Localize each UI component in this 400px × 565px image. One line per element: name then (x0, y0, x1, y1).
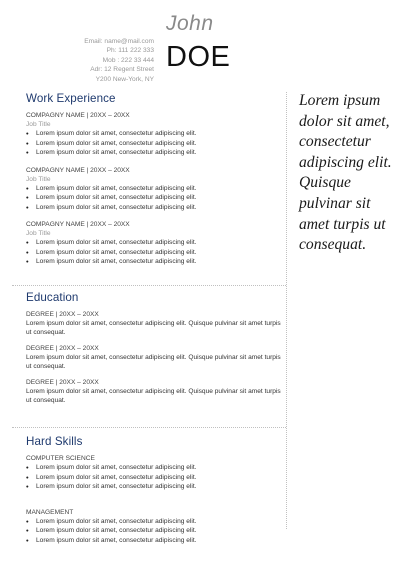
job-entry (26, 111, 282, 158)
bullet-item: • Lorem ipsum dolor sit amet, consectetur adipiscing elit. (26, 463, 282, 473)
bullet-item: • Lorem ipsum dolor sit amet, consectetur adipiscing elit. (26, 482, 282, 492)
section-divider-1 (12, 285, 286, 286)
education-title: Education (26, 291, 79, 304)
job-title: Job Title (26, 230, 51, 237)
bullet-item: • Lorem ipsum dolor sit amet, consectetur adipiscing elit. (26, 257, 282, 267)
job-bullets (26, 129, 282, 158)
job-entry (26, 166, 282, 213)
contact-address-line1: Adr: 12 Regent Street (90, 66, 154, 74)
bullet-item: • Lorem ipsum dolor sit amet, consectetur adipiscing elit. (26, 184, 282, 194)
bullet-item: • Lorem ipsum dolor sit amet, consectetur adipiscing elit. (26, 526, 282, 536)
degree-description: Lorem ipsum dolor sit amet, consectetur adipiscing elit. Quisque pulvinar sit amet turpis ut consequat. (26, 354, 281, 370)
bullet-item: • Lorem ipsum dolor sit amet, consectetur adipiscing elit. (26, 517, 282, 527)
hard-skills-title: Hard Skills (26, 435, 83, 448)
contact-block (14, 37, 154, 84)
job-bullets (26, 238, 282, 267)
column-divider (286, 92, 287, 529)
bullet-item: • Lorem ipsum dolor sit amet, consectetur adipiscing elit. (26, 129, 282, 139)
company-line: COMPAGNY NAME | 20XX – 20XX (26, 112, 130, 119)
degree-entry (26, 344, 282, 371)
bullet-item: • Lorem ipsum dolor sit amet, consectetur adipiscing elit. (26, 148, 282, 158)
section-divider-2 (12, 427, 286, 428)
bullet-item: • Lorem ipsum dolor sit amet, consectetur adipiscing elit. (26, 203, 282, 213)
degree-entry (26, 378, 282, 405)
skill-group (26, 454, 282, 492)
job-title: Job Title (26, 175, 51, 183)
degree-description: Lorem ipsum dolor sit amet, consectetur adipiscing elit. Quisque pulvinar sit amet turpis ut consequat. (26, 388, 281, 404)
contact-email: Email: name@mail.com (84, 38, 154, 45)
job-entry (26, 220, 282, 267)
bullet-item: • Lorem ipsum dolor sit amet, consectetur adipiscing elit. (26, 193, 282, 203)
degree-heading: DEGREE | 20XX – 20XX (26, 311, 99, 318)
bullet-item: • Lorem ipsum dolor sit amet, consectetur adipiscing elit. (26, 473, 282, 483)
education-section (26, 291, 282, 412)
skill-bullets (26, 463, 282, 492)
sidebar-quote: Lorem ipsum dolor sit amet, consectetur adipiscing elit. Quisque pulvinar sit amet turpis ut consequat. (299, 92, 392, 254)
degree-description: Lorem ipsum dolor sit amet, consectetur adipiscing elit. Quisque pulvinar sit amet turpis ut consequat. (26, 320, 281, 336)
bullet-item: • Lorem ipsum dolor sit amet, consectetur adipiscing elit. (26, 248, 282, 258)
work-experience-title: Work Experience (26, 92, 116, 105)
contact-mobile: Mob : 222 33 444 (102, 56, 154, 64)
hard-skills-section (26, 435, 282, 561)
job-bullets (26, 184, 282, 213)
degree-entry (26, 310, 282, 337)
bullet-item: • Lorem ipsum dolor sit amet, consectetur adipiscing elit. (26, 536, 282, 546)
work-experience-section (26, 92, 282, 275)
company-line: COMPAGNY NAME | 20XX – 20XX (26, 221, 130, 228)
first-name: John (166, 12, 214, 35)
skill-group-heading: COMPUTER SCIENCE (26, 455, 95, 462)
bullet-item: • Lorem ipsum dolor sit amet, consectetur adipiscing elit. (26, 139, 282, 149)
skill-group (26, 508, 282, 546)
skill-bullets (26, 517, 282, 546)
degree-heading: DEGREE | 20XX – 20XX (26, 379, 99, 386)
job-title: Job Title (26, 121, 51, 128)
degree-heading: DEGREE | 20XX – 20XX (26, 345, 99, 352)
contact-phone: Ph: 111 222 333 (106, 47, 154, 55)
company-line: COMPAGNY NAME | 20XX – 20XX (26, 166, 130, 174)
contact-address-line2: Y200 New-York, NY (95, 75, 154, 83)
bullet-item: • Lorem ipsum dolor sit amet, consectetur adipiscing elit. (26, 238, 282, 248)
last-name: DOE (166, 41, 231, 73)
skill-group-heading: MANAGEMENT (26, 508, 74, 516)
